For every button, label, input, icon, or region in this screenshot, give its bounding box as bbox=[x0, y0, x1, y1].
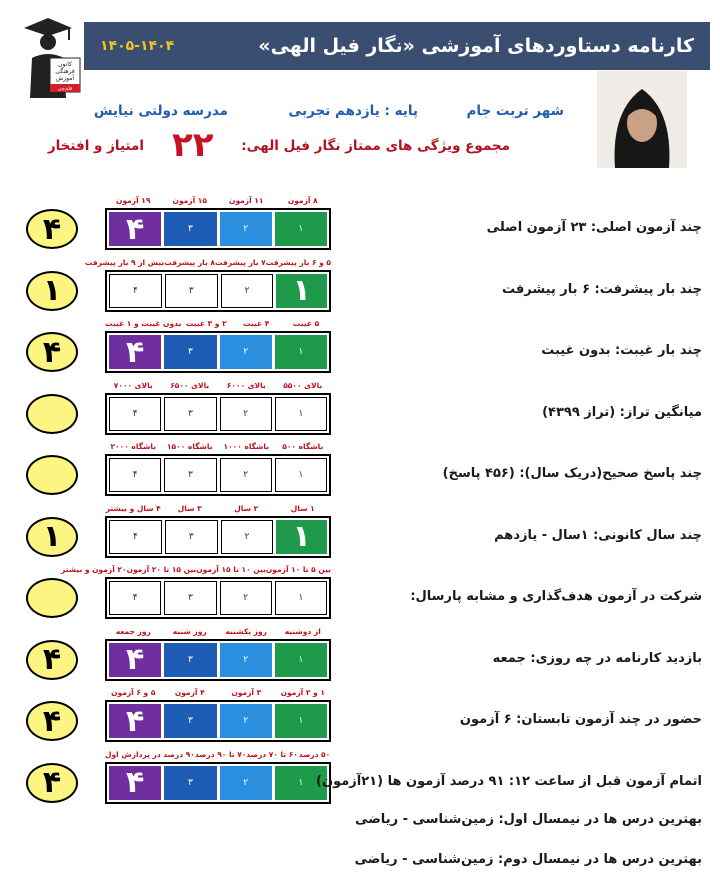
level-cell: ۳ bbox=[164, 458, 216, 492]
page-title: کارنامه دستاوردهای آموزشی «نگار فیل الهی» bbox=[258, 35, 694, 57]
level-cell: ۲ bbox=[220, 397, 272, 431]
row-score-badge: ۴ bbox=[26, 332, 78, 372]
row-headers bbox=[84, 257, 331, 270]
level-cell: ۴ bbox=[109, 520, 162, 554]
row-label: چند سال کانونی: ۱سال - یازدهم bbox=[494, 527, 702, 543]
title-bar bbox=[84, 22, 710, 70]
level-cell: ۱ bbox=[275, 643, 327, 677]
row-headers bbox=[105, 504, 331, 516]
level-header: بین ۱۰ تا ۱۵ آزمون bbox=[196, 565, 266, 574]
summary-label: مجموع ویژگی های ممتاز نگار فیل الهی: bbox=[241, 138, 510, 154]
graduate-logo-icon bbox=[14, 14, 82, 98]
level-header: ۳ سال bbox=[177, 503, 202, 513]
level-cell: ۲ bbox=[220, 212, 272, 246]
level-header: ۹۰ درصد در پردازش اول bbox=[105, 749, 195, 759]
row-score-badge bbox=[26, 578, 78, 618]
row-headers bbox=[105, 688, 331, 700]
row-score-badge: ۴ bbox=[26, 209, 78, 249]
row-headers bbox=[105, 627, 331, 639]
level-cell: ۳ bbox=[164, 397, 216, 431]
level-header: ۸ آزمون bbox=[287, 196, 318, 205]
academic-year: ۱۴۰۵-۱۴۰۴ bbox=[100, 38, 175, 54]
row-label: بازدید کارنامه در چه روزی: جمعه bbox=[492, 650, 702, 666]
level-header: بالای ۵۵۰۰ bbox=[283, 380, 323, 390]
row-headers bbox=[105, 442, 331, 454]
level-header: ۵۰ درصد bbox=[298, 749, 331, 759]
score-label: امتیاز و افتخار bbox=[47, 138, 144, 154]
level-cells bbox=[105, 700, 331, 742]
level-header: ۴ سال و بیشتر bbox=[105, 503, 161, 513]
level-header: بین ۵ تا ۱۰ آزمون bbox=[265, 565, 331, 574]
row-label: چند آزمون اصلی: ۲۳ آزمون اصلی bbox=[486, 220, 702, 235]
level-cell: ۱ bbox=[275, 458, 327, 492]
achieved-level-cell: ۴ bbox=[109, 643, 161, 677]
row-score-badge: ۱ bbox=[26, 517, 78, 557]
level-cells bbox=[105, 331, 331, 373]
best-lessons-first-semester: بهترین درس ها در نیمسال اول: زمین‌شناسی - ریاضی bbox=[355, 812, 702, 827]
level-header: ۳ آزمون bbox=[231, 688, 262, 697]
logo-line1: کانون bbox=[58, 61, 72, 68]
row-label: میانگین تراز: (تراز ۴۳۹۹) bbox=[542, 404, 702, 420]
level-cell: ۲ bbox=[220, 704, 272, 738]
row-headers bbox=[105, 196, 331, 208]
level-header: ۱۵ آزمون bbox=[172, 196, 207, 205]
level-header: ۲۰ آزمون و بیشتر bbox=[61, 565, 127, 574]
level-cell: ۳ bbox=[165, 274, 218, 308]
level-cell: ۱ bbox=[275, 335, 327, 369]
level-header: از دوشنبه bbox=[284, 626, 321, 636]
level-cell: ۳ bbox=[164, 212, 216, 246]
student-photo bbox=[597, 71, 687, 168]
row-headers bbox=[61, 565, 331, 577]
level-cells bbox=[105, 393, 331, 435]
row-label: شرکت در آزمون هدف‌گذاری و مشابه پارسال: bbox=[410, 589, 702, 604]
row-score-badge: ۴ bbox=[26, 763, 78, 803]
level-cell: ۱ bbox=[275, 212, 327, 246]
level-cell: ۳ bbox=[164, 581, 216, 615]
level-header: ۵ غیبت bbox=[292, 319, 320, 328]
level-cell: ۴ bbox=[109, 581, 161, 615]
level-cell: ۳ bbox=[164, 643, 216, 677]
level-cells bbox=[105, 516, 331, 558]
achieved-level-cell: ۱ bbox=[276, 274, 327, 308]
row-label: چند بار غیبت: بدون غیبت bbox=[541, 343, 702, 358]
level-header: باشگاه ۱۰۰۰ bbox=[223, 442, 270, 451]
level-cells bbox=[105, 270, 331, 312]
level-header: ۴ آزمون bbox=[174, 688, 205, 697]
level-cells bbox=[105, 639, 331, 681]
achieved-level-cell: ۴ bbox=[109, 704, 161, 738]
row-label: اتمام آزمون قبل از ساعت ۱۲: ۹۱ درصد آزمون ها (۲۱آزمون) bbox=[316, 773, 702, 789]
level-header: بدون غیبت و ۱ غیبت bbox=[105, 319, 182, 328]
level-header: ۵ و ۶ بار پیشرفت bbox=[265, 257, 331, 267]
grade: پایه : یازدهم تجربی bbox=[288, 103, 418, 119]
level-cell: ۲ bbox=[220, 766, 272, 800]
level-cell: ۳ bbox=[164, 335, 216, 369]
level-header: ۷۰ تا ۹۰ درصد bbox=[194, 749, 247, 759]
level-header: ۸ بار پیشرفت bbox=[164, 257, 215, 267]
row-label: چند بار پیشرفت: ۶ بار پیشرفت bbox=[501, 281, 702, 297]
level-cell: ۲ bbox=[221, 520, 274, 554]
logo bbox=[14, 14, 82, 98]
level-header: ۱ و ۲ آزمون bbox=[280, 688, 325, 697]
best-lessons-second-semester: بهترین درس ها در نیمسال دوم: زمین‌شناسی - ریاضی bbox=[354, 852, 702, 867]
level-cell: ۴ bbox=[109, 397, 161, 431]
school: مدرسه دولتی نیایش bbox=[93, 103, 228, 119]
student-portrait-icon bbox=[597, 71, 687, 168]
level-header: بالای ۶۰۰۰ bbox=[226, 380, 266, 390]
logo-line2: فرهنگی bbox=[55, 68, 75, 75]
row-headers bbox=[105, 319, 331, 331]
row-score-badge: ۴ bbox=[26, 701, 78, 741]
level-header: باشگاه ۱۵۰۰ bbox=[166, 442, 213, 451]
city: شهر تربت جام bbox=[466, 103, 564, 119]
row-label: حضور در چند آزمون تابستان: ۶ آزمون bbox=[459, 712, 702, 727]
level-cell: ۴ bbox=[109, 458, 161, 492]
level-cell: ۱ bbox=[275, 704, 327, 738]
level-cell: ۲ bbox=[220, 458, 272, 492]
total-score: ۲۲ bbox=[172, 125, 214, 165]
level-header: روز شنبه bbox=[172, 626, 207, 636]
level-cell: ۳ bbox=[164, 766, 216, 800]
level-header: بیش از ۹ بار پیشرفت bbox=[84, 257, 165, 267]
level-cell: ۴ bbox=[109, 274, 162, 308]
level-header: ۱۱ آزمون bbox=[229, 196, 264, 205]
achieved-level-cell: ۴ bbox=[109, 335, 161, 369]
level-header: بالای ۶۵۰۰ bbox=[170, 380, 210, 390]
row-score-badge bbox=[26, 394, 78, 434]
level-header: ۵ و ۶ آزمون bbox=[111, 688, 156, 697]
level-cell: ۲ bbox=[220, 643, 272, 677]
level-cells bbox=[105, 208, 331, 250]
logo-line4: قلم‌چی bbox=[57, 86, 73, 92]
row-headers bbox=[105, 381, 331, 393]
level-header: ۲ و ۳ غیبت bbox=[185, 319, 227, 328]
level-cell: ۲ bbox=[220, 335, 272, 369]
level-header: باشگاه ۵۰۰ bbox=[282, 442, 324, 451]
level-header: بالای ۷۰۰۰ bbox=[113, 380, 153, 390]
level-cell: ۳ bbox=[165, 520, 218, 554]
achieved-level-cell: ۴ bbox=[109, 212, 161, 246]
level-header: باشگاه ۲۰۰۰ bbox=[110, 442, 157, 451]
level-header: روز جمعه bbox=[115, 626, 151, 636]
level-cells bbox=[105, 762, 331, 804]
row-headers bbox=[105, 750, 331, 762]
level-cell: ۱ bbox=[275, 581, 327, 615]
level-cell: ۳ bbox=[164, 704, 216, 738]
level-cells bbox=[105, 577, 331, 619]
level-header: ۴ غیبت bbox=[242, 319, 270, 328]
level-cell: ۲ bbox=[221, 274, 274, 308]
row-label: چند پاسخ صحیح(دریک سال): (۴۵۶ پاسخ) bbox=[442, 466, 702, 481]
level-header: ۶۰ تا ۷۰ درصد bbox=[246, 749, 298, 759]
level-header: بین ۱۵ تا ۲۰ آزمون bbox=[126, 565, 197, 574]
level-header: ۱ سال bbox=[290, 503, 315, 513]
level-header: ۷ بار پیشرفت bbox=[214, 257, 266, 267]
level-cells bbox=[105, 454, 331, 496]
achieved-level-cell: ۴ bbox=[109, 766, 161, 800]
row-score-badge: ۱ bbox=[26, 271, 78, 311]
row-score-badge: ۴ bbox=[26, 640, 78, 680]
level-header: ۱۹ آزمون bbox=[116, 196, 151, 205]
achieved-level-cell: ۱ bbox=[276, 520, 327, 554]
level-header: ۲ سال bbox=[234, 503, 259, 513]
level-header: روز یکشنبه bbox=[225, 626, 267, 636]
level-cell: ۱ bbox=[275, 766, 327, 800]
logo-line3: آموزش bbox=[55, 75, 75, 82]
level-cell: ۲ bbox=[220, 581, 272, 615]
row-score-badge bbox=[26, 455, 78, 495]
level-cell: ۱ bbox=[275, 397, 327, 431]
